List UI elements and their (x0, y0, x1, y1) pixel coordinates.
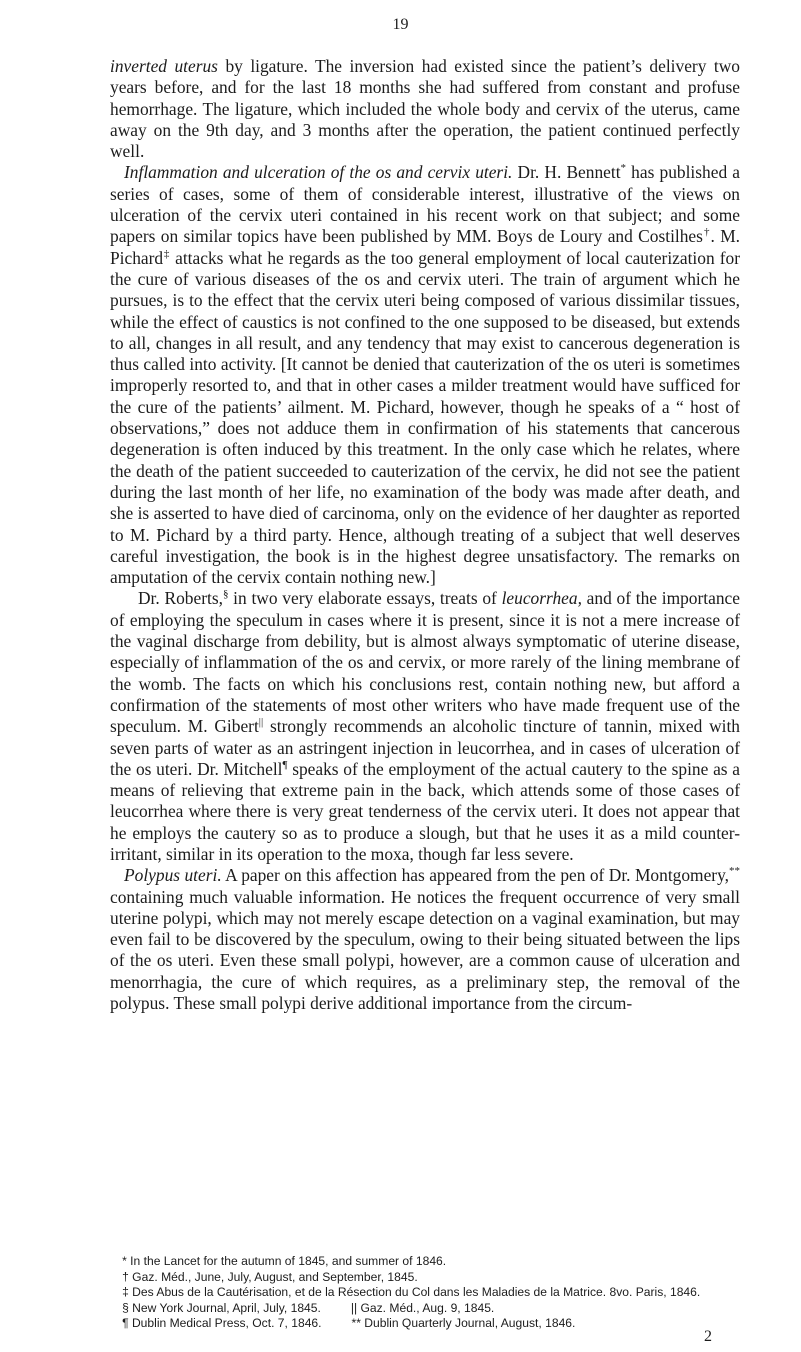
footnote-marker: ‡ (163, 247, 171, 260)
footnote-row-new-york (110, 1301, 740, 1317)
footnotes (110, 1254, 740, 1332)
footnote-marker: || (258, 716, 264, 729)
footnote-gaz-med-aug: || Gaz. Méd., Aug. 9, 1845. (350, 1300, 495, 1315)
footnote-dublin-medical-press: ¶ Dublin Medical Press, Oct. 7, 1846. (122, 1316, 322, 1331)
footnote-marker: ¶ (282, 759, 288, 771)
italic-run: inverted uterus (110, 56, 218, 76)
footnote-marker: † (702, 226, 711, 239)
footnote-gaz-med: † Gaz. Méd., June, July, August, and September, 1845. (122, 1269, 418, 1284)
footnote-marker: § (222, 588, 229, 601)
italic-run: Polypus uteri. (124, 865, 222, 886)
paragraph-inverted-uterus: inverted uterus by ligature. The inversion had existed since the patient’s delivery two years before, and for the last 18 months she had suffered from constant and profuse hemorrhage. The ligature, which included the whole body and cervix of the uterus, came away on the 9th day, and 3 months after the operation, the patient continued perfectly well. (110, 56, 740, 162)
footnote-row-dublin (110, 1316, 740, 1332)
italic-run: leucorrhea, (501, 588, 582, 609)
footnote-marker: * (620, 162, 627, 175)
footnote-des-abus: ‡ Des Abus de la Cautérisation, et de la Résection du Col dans les Maladies de la Matrice. 8vo. Paris, 1846. (122, 1285, 701, 1300)
paragraph-polypus-uteri: Polypus uteri. A paper on this affection has appeared from the pen of Dr. Montgomery,** containing much valuable information. He notices the frequent occurrence of very small uterine polypi, which may not merely escape detection on a vaginal examination, but may even fail to be discovered by the speculum, owing to their being situated between the lips of the os uteri. Even these small polypi, however, are a common cause of ulceration and menorrhagia, the cure of which requires, as a preliminary step, the removal of the polypus. These small polypi derive additional importance from the circum- (110, 865, 740, 1014)
page-number: 19 (392, 16, 409, 33)
paragraph-leucorrhea: Dr. Roberts,§ in two very elaborate essays, treats of leucorrhea, and of the importance of employing the speculum in cases where it is present, since it is not a mere increase of the vaginal discharge from debility, but is almost always symptomatic of uterine disease, especially of inflammation of the os and cervix, or more rarely of the lining membrane of the womb. The facts on which his conclusions rest, contain nothing new, but afford a confirmation of the statements of most other writers who have made frequent use of the speculum. M. Gibert|| strongly recommends an alcoholic tincture of tannin, mixed with seven parts of water as an astringent injection in leucorrhea, and in cases of ulceration of the os uteri. Dr. Mitchell¶ speaks of the employment of the actual cautery to the spine as a means of relieving that extreme pain in the back, which attends some of those cases of leucorrhea where there is very great tenderness of the cervix uteri. It does not appear that he employs the cautery so as to produce a slough, but that he uses it as a mild counter-irritant, similar in its operation to the moxa, though far less severe. (110, 588, 740, 864)
italic-run: Inflammation and ulceration of the os and cervix uteri. (124, 162, 513, 183)
paragraph-inflammation-ulceration: Inflammation and ulceration of the os and cervix uteri. Dr. H. Bennett* has published a series of cases, some of them of considerable interest, illustrative of the views on ulceration of the cervix uteri contained in his recent work on that subject; and some papers on similar topics have been published by MM. Boys de Loury and Costilhes†. M. Pichard‡ attacks what he regards as the too general employment of local cauterization for the cure of various diseases of the os and cervix uteri. The train of argument which he pursues, is to the effect that the cervix uteri being composed of various dissimilar tissues, while the effect of caustics is not confined to the one supposed to be diseased, but extends to all, changes in all result, and any tendency that may exist to cancerous degeneration is thus called into activity. [It cannot be denied that cauterization of the os uteri is sometimes improperly resorted to, and that in other cases a milder treatment would have sufficed for the cure of the patients’ ailment. M. Pichard, however, though he speaks of a “ host of observations,” does not adduce them in confirmation of his statements that cancerous degeneration is often induced by this treatment. In the only case which he relates, where the death of the patient succeeded to cauterization of the cervix, he did not see the patient during the last month of her life, no examination of the body was made after death, and she is asserted to have died of carcinoma, only on the evidence of her daughter as reported to M. Pichard by a third party. Hence, although treating of a subject that well deserves careful investigation, the book is in the highest degree unsatisfactory. The remarks on amputation of the cervix contain nothing new.] (110, 162, 740, 588)
body-text (110, 56, 740, 1014)
footnote-lancet: * In the Lancet for the autumn of 1845, and summer of 1846. (122, 1254, 447, 1268)
footnote-marker: ** (729, 865, 740, 878)
footnote-new-york: § New York Journal, April, July, 1845. (122, 1300, 321, 1315)
footnote-dublin-quarterly: ** Dublin Quarterly Journal, August, 1846. (351, 1316, 576, 1331)
signature-mark: 2 (704, 1328, 712, 1345)
